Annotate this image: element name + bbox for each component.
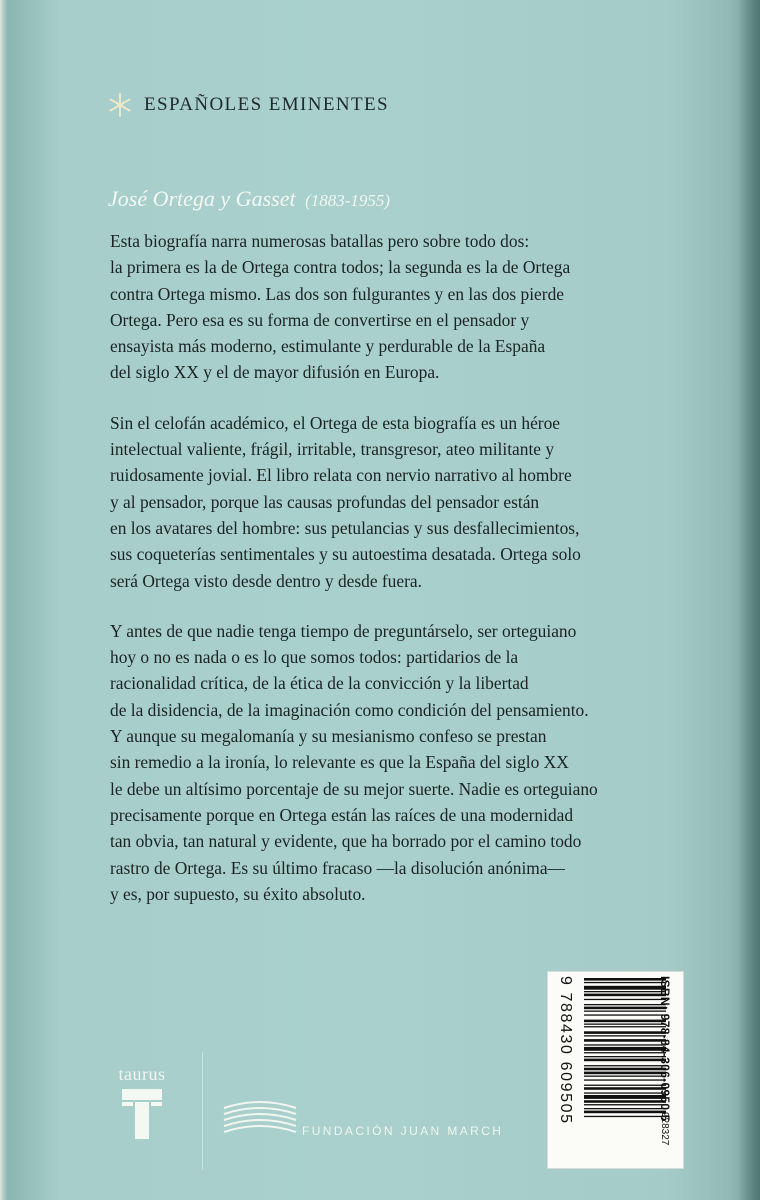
text-line: intelectual valiente, frágil, irritable, transgresor, ateo militante y <box>110 439 555 460</box>
text-line: Y antes de que nadie tenga tiempo de preguntárselo, ser orteguiano <box>110 620 577 641</box>
text-line: contra Ortega mismo. Las dos son fulgurantes y en las dos pierde <box>110 283 564 304</box>
text-line: racionalidad crítica, de la ética de la convicción y la libertad <box>110 673 529 694</box>
author-name: José Ortega y Gasset <box>108 186 296 211</box>
taurus-t-logo-icon <box>122 1089 162 1139</box>
barcode-code: 928327 <box>659 1112 670 1146</box>
paragraph <box>110 410 630 594</box>
text-line: tan obvia, tan natural y evidente, que ha borrado por el camino todo <box>110 831 582 852</box>
foundation-name: FUNDACIÓN JUAN MARCH <box>302 1124 504 1138</box>
text-line: en los avatares del hombre: sus petulancias y sus desfallecimientos, <box>110 517 580 538</box>
paragraph <box>110 618 630 907</box>
text-line: sin remedio a la ironía, lo relevante es que la España del siglo XX <box>110 752 569 773</box>
text-line: la primera es la de Ortega contra todos; la segunda es la de Ortega <box>110 257 571 278</box>
text-line: Ortega. Pero esa es su forma de convertirse en el pensador y <box>110 309 530 330</box>
text-line: ensayista más moderno, estimulante y perdurable de la España <box>110 336 546 357</box>
text-line: Esta biografía narra numerosas batallas pero sobre todo dos: <box>110 231 530 251</box>
divider <box>202 1052 203 1170</box>
text-line: sus coqueterías sentimentales y su autoestima desatada. Ortega solo <box>110 544 581 565</box>
text-line: del siglo XX y el de mayor difusión en Europa. <box>110 362 440 383</box>
fundacion-building-logo-icon <box>222 1098 298 1138</box>
text-line: de la disidencia, de la imaginación como condición del pensamiento. <box>110 699 589 720</box>
spine-shadow <box>738 0 760 1200</box>
text-line: y al pensador, porque las causas profundas del pensador están <box>110 491 540 512</box>
text-line: rastro de Ortega. Es su último fracaso —la disolución anónima— <box>110 857 565 878</box>
text-line: Sin el celofán académico, el Ortega de esta biografía es un héroe <box>110 412 561 433</box>
paragraph <box>110 228 630 386</box>
text-line: y es, por supuesto, su éxito absoluto. <box>110 883 366 904</box>
book-title <box>108 186 390 212</box>
asterisk-icon <box>108 93 132 117</box>
text-line: le debe un altísimo porcentaje de su mejor suerte. Nadie es orteguiano <box>110 778 598 799</box>
series-header <box>108 93 389 117</box>
page-edge <box>0 0 8 1200</box>
barcode-digits: 9 788430 609505 <box>557 976 574 1125</box>
text-line: Y aunque su megalomanía y su mesianismo confeso se prestan <box>110 726 547 747</box>
author-dates: (1883-1955) <box>305 191 391 210</box>
text-line: precisamente porque en Ortega están las raíces de una modernidad <box>110 804 574 825</box>
synopsis <box>110 228 630 931</box>
publisher-logo <box>110 1064 174 1139</box>
series-title: ESPAÑOLES EMINENTES <box>144 94 389 115</box>
text-line: hoy o no es nada o es lo que somos todos: partidarios de la <box>110 647 519 668</box>
publisher-name: taurus <box>118 1064 166 1084</box>
text-line: será Ortega visto desde dentro y desde fuera. <box>110 570 422 591</box>
isbn-label: ISBN: 978-84-306-0950-5 <box>658 976 672 1122</box>
text-line: ruidosamente jovial. El libro relata con nervio narrativo al hombre <box>110 465 572 486</box>
